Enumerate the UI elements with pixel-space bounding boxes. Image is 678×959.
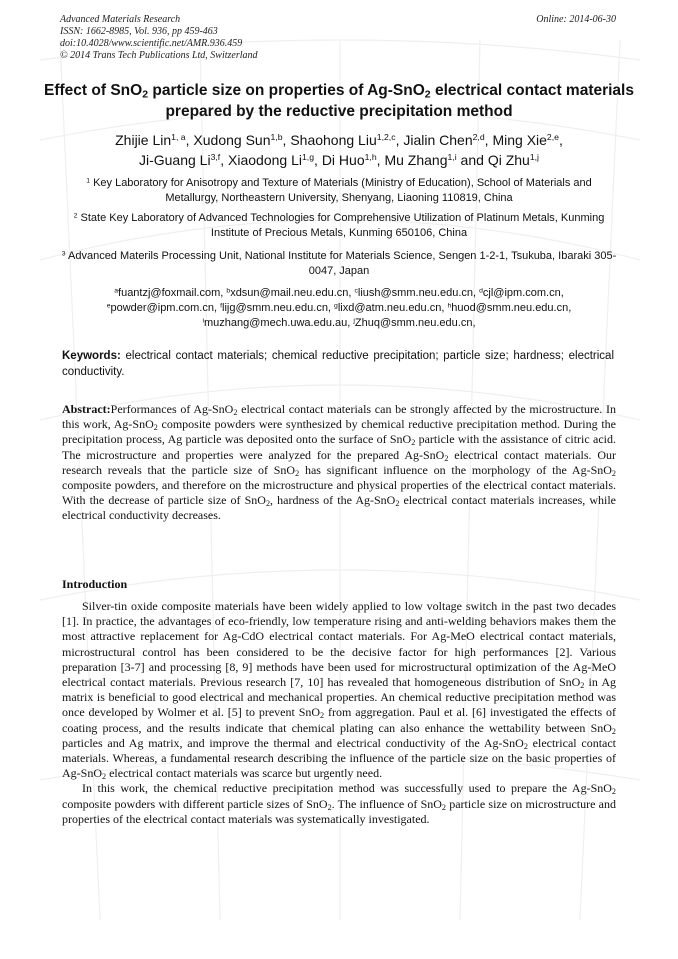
affiliation-text: Advanced Materils Processing Unit, National Institute for Materials Science, Sengen 1-2-1, Tsukuba, Ibaraki 305-0047, Japan	[68, 250, 617, 277]
author-affiliation-marker: 1,i	[447, 152, 457, 163]
email-marker: e	[106, 302, 111, 310]
chemical-subscript: 2	[523, 741, 528, 751]
email-address: fuantzj@foxmail.com,	[118, 287, 227, 299]
keywords-text: electrical contact materials; chemical reductive precipitation; particle size; hardness; electrical conductivity.	[62, 350, 614, 378]
body-text: Performances of Ag-SnO	[110, 402, 234, 416]
introduction-paragraph	[62, 781, 616, 827]
abstract-label: Abstract:	[62, 402, 111, 416]
chemical-subscript: 2	[233, 408, 238, 418]
author-affiliation-marker: 1, a	[171, 132, 186, 143]
email-marker: b	[226, 287, 231, 295]
body-text: In this work, the chemical reductive precipitation method was successfully used to prepare the Ag-SnO	[82, 781, 612, 796]
author-name: Jialin Chen	[403, 132, 473, 148]
email-address: lijg@smm.neu.edu.cn,	[222, 302, 335, 314]
author-affiliation-marker: 1,b	[270, 132, 283, 143]
author-name: Shaohong Liu	[290, 132, 377, 148]
author-affiliation-marker: 1,h	[364, 152, 377, 163]
chemical-subscript: 2	[395, 499, 400, 509]
author-name: Zhijie Lin	[115, 132, 172, 148]
body-text: electrical contact materials can be strongly affected by the microstructure. In this work, Ag-SnO	[62, 402, 616, 432]
body-text: electrical contact materials increases, while electrical conductivity decreases.	[62, 493, 617, 523]
journal-doi: doi:10.4028/www.scientific.net/AMR.936.459	[60, 38, 243, 49]
chemical-subscript: 2	[580, 681, 585, 691]
email-address: lixd@atm.neu.edu.cn,	[337, 302, 448, 314]
introduction-body	[62, 599, 616, 827]
title-text: electrical contact materials prepared by the reductive precipitation method	[165, 82, 634, 120]
section-heading-introduction: Introduction	[62, 577, 128, 591]
chemical-subscript: 2	[320, 711, 325, 721]
email-list	[60, 286, 618, 331]
title-subscript: 2	[142, 88, 149, 101]
affiliation-text: State Key Laboratory of Advanced Technologies for Comprehensive Utilization of Platinum Metals, Kunming Institute of Precious Metals, Kunming 650106, China	[80, 212, 605, 239]
email-address: muzhang@mech.uwa.edu.au,	[204, 317, 354, 329]
affiliation-number: 1	[86, 177, 90, 185]
author-list	[40, 130, 638, 170]
abstract	[62, 402, 616, 524]
author-affiliation-marker: 1,g	[301, 152, 315, 163]
chemical-subscript: 2	[611, 468, 616, 478]
chemical-subscript: 2	[295, 468, 300, 478]
email-marker: h	[447, 302, 452, 310]
chemical-subscript: 2	[441, 802, 446, 812]
body-text: in Ag matrix is beneficial to good electrical and mechanical properties. An chemical reductive precipitation method was once developed by Wolmer et al. [5] to prevent SnO	[62, 675, 616, 720]
body-text: composite powders, and therefore on the microstructure and physical properties of the electrical contact materials. With the decrease of particle size of SnO	[62, 478, 616, 508]
body-text: . The influence of SnO	[331, 796, 442, 811]
body-text: particle size on microstructure and properties of the electrical contact materials was systematically investigated.	[62, 796, 617, 826]
affiliation-text: Key Laboratory for Anisotropy and Texture of Materials (Ministry of Education), School of Materials and Metallurgy, Northeastern University, Shenyang, Liaoning 110819, China	[93, 177, 592, 204]
author-affiliation-marker: 3,f	[210, 152, 221, 163]
title-text: particle size on properties of Ag-SnO	[148, 82, 425, 99]
email-marker: f	[220, 302, 222, 310]
affiliation-3	[60, 249, 618, 279]
author-name: Mu Zhang	[384, 152, 448, 168]
body-text: has significant influence on the morphology of the Ag-SnO	[299, 462, 612, 477]
author-affiliation-marker: 2,d	[472, 132, 485, 143]
author-separator: ,	[558, 132, 563, 148]
body-text: electrical contact materials was scarce but urgently need.	[106, 766, 383, 781]
chemical-subscript: 2	[444, 453, 449, 463]
body-text: composite powders with different particle sizes of SnO	[62, 796, 328, 811]
email-marker: j	[353, 317, 355, 325]
author-separator: ,	[376, 152, 385, 168]
title-text: Effect of SnO	[44, 82, 143, 99]
journal-header	[60, 14, 616, 62]
keywords-label: Keywords:	[62, 350, 121, 362]
chemical-subscript: 2	[327, 802, 332, 812]
author-name: Ming Xie	[492, 132, 547, 148]
email-address: xdsun@mail.neu.edu.cn,	[230, 287, 355, 299]
chemical-subscript: 2	[102, 772, 107, 782]
chemical-subscript: 2	[611, 787, 616, 797]
email-marker: c	[354, 287, 358, 295]
author-separator: and	[456, 152, 488, 168]
body-text: composite powders were synthesized by chemical reductive precipitation method. During the precipitation process, Ag particle was deposited onto the surface of SnO	[62, 417, 616, 447]
author-separator: ,	[185, 132, 194, 148]
email-address: huod@smm.neu.edu.cn,	[451, 302, 572, 314]
author-separator: ,	[220, 152, 229, 168]
body-text: particles and Ag matrix, and improve the thermal and electrical conductivity of the Ag-SnO	[62, 735, 524, 750]
email-marker: g	[334, 302, 338, 310]
introduction-paragraph	[62, 599, 616, 781]
affiliation-number: 3	[61, 250, 66, 258]
body-text: , hardness of the Ag-SnO	[270, 493, 396, 508]
email-address: Zhuq@smm.neu.edu.cn,	[354, 317, 476, 329]
chemical-subscript: 2	[265, 499, 271, 509]
author-affiliation-marker: 1,j	[529, 152, 539, 163]
email-marker: a	[114, 287, 119, 295]
body-text: electrical contact materials. Our research reveals that the particle size of SnO	[62, 447, 616, 477]
body-text: electrical contact materials. Whereas, a fundamental research describing the influence of the particle size on the basic properties of Ag-SnO	[62, 735, 617, 781]
online-date: Online: 2014-06-30	[536, 14, 616, 25]
author-name: Di Huo	[321, 152, 365, 168]
journal-issn: ISSN: 1662-8985, Vol. 936, pp 459-463	[60, 26, 218, 37]
body-text: from aggregation. Paul et al. [6] investigated the effects of coating process, and the results indicate that chemical plating can also enhance the wettability between SnO	[62, 705, 616, 735]
author-name: Xiaodong Li	[228, 152, 302, 168]
chemical-subscript: 2	[611, 726, 616, 736]
body-text: Silver-tin oxide composite materials have been widely applied to low voltage switch in the past two decades [1]. In practice, the advantages of eco-friendly, low temperature rising and anti-welding behaviors makes them the most attractive replacement for Ag-CdO electrical contact materials. For Ag-MeO electrical contact materials, microstructural control has been considered to be the decisive factor for high performances [2]. Various preparation [3-7] and processing [8, 9] methods have been used for microstructural optimization of the Ag-MeO electrical contact materials. Previous research [7, 10] has revealed that homogeneous distribution of SnO	[62, 599, 616, 690]
email-marker: d	[479, 287, 483, 295]
affiliation-2	[60, 211, 618, 241]
author-separator: ,	[484, 132, 493, 148]
author-separator: ,	[395, 132, 404, 148]
keywords	[62, 348, 614, 380]
journal-copyright: © 2014 Trans Tech Publications Ltd, Switzerland	[60, 50, 258, 61]
chemical-subscript: 2	[153, 423, 158, 433]
journal-name: Advanced Materials Research	[60, 14, 181, 25]
author-name: Qi Zhu	[487, 152, 530, 168]
email-address: powder@ipm.com.cn,	[110, 302, 221, 314]
email-address: liush@smm.neu.edu.cn,	[357, 287, 480, 299]
author-separator: ,	[314, 152, 322, 168]
title-subscript: 2	[424, 88, 431, 101]
email-marker: i	[202, 317, 204, 325]
author-separator: ,	[282, 132, 291, 148]
email-address: cjl@ipm.com.cn,	[482, 287, 564, 299]
body-text: particle with the assistance of citric acid. The microstructure and properties were analyzed for the prepared Ag-SnO	[62, 432, 616, 462]
affiliation-number: 2	[73, 212, 78, 220]
affiliation-1	[60, 176, 618, 206]
paper-title	[40, 80, 638, 122]
author-name: Xudong Sun	[193, 132, 271, 148]
chemical-subscript: 2	[411, 438, 416, 448]
author-affiliation-marker: 2,e	[546, 132, 559, 143]
author-name: Ji-Guang Li	[138, 152, 211, 168]
author-affiliation-marker: 1,2,c	[376, 132, 396, 143]
